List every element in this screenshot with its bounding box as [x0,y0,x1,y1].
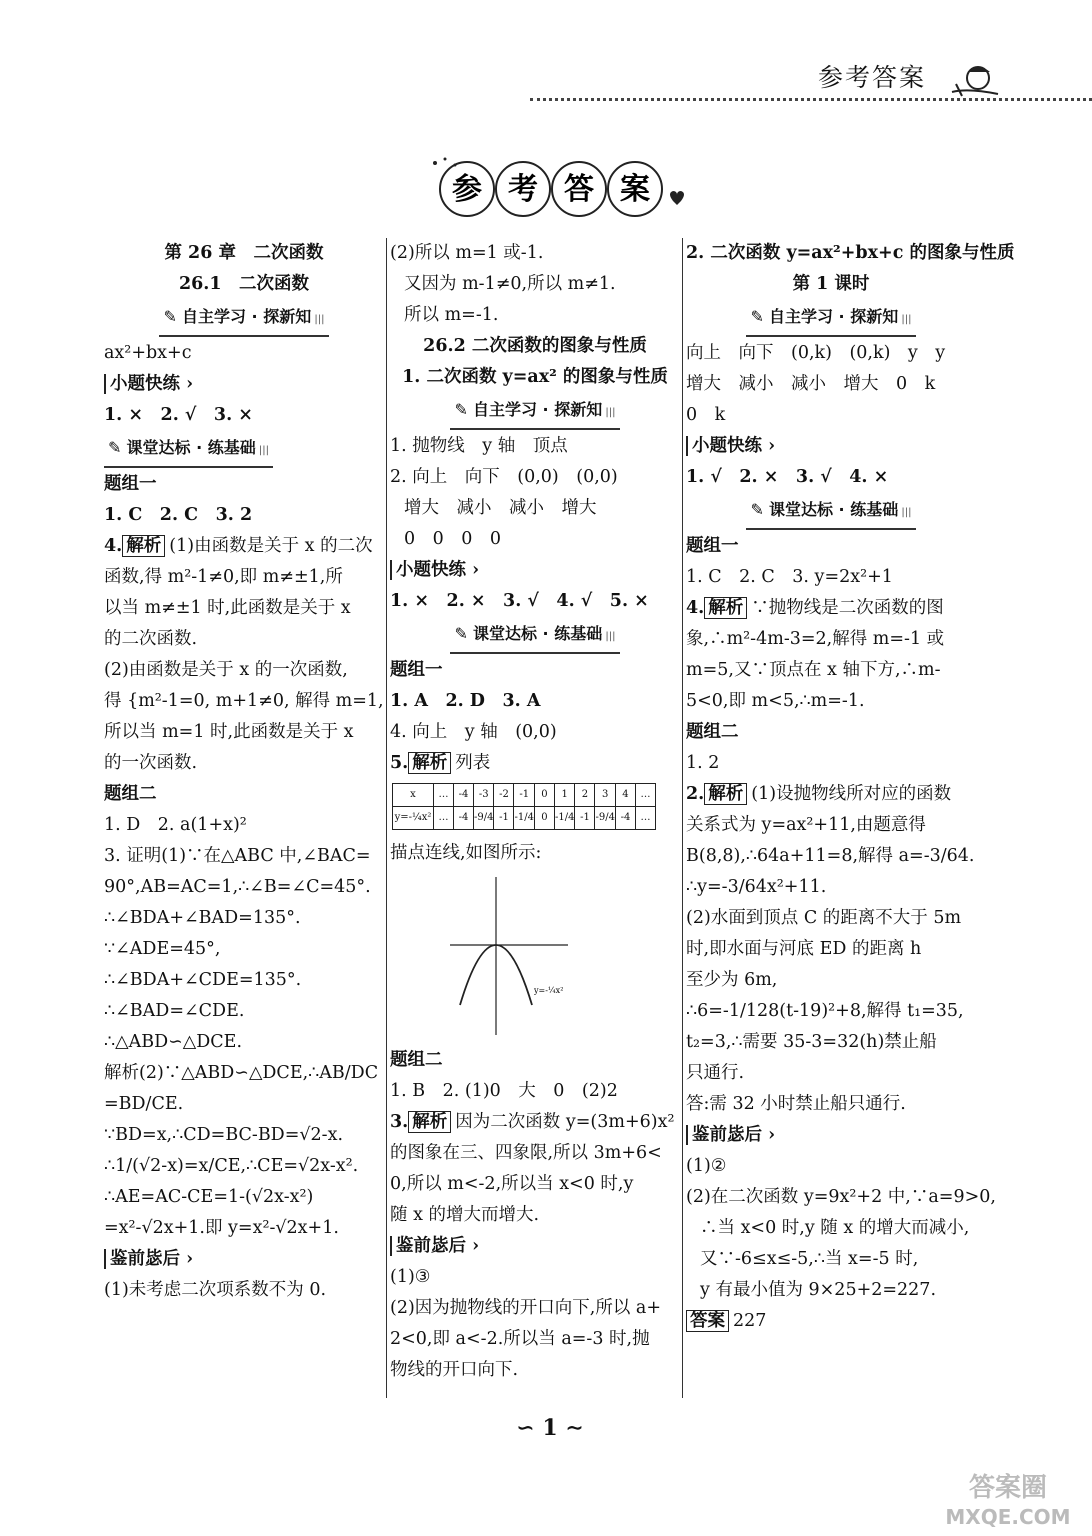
column-1 [104,238,384,1306]
answer-line: 1. × 2. √ 3. × [104,405,253,425]
answer-line: 2<0,即 a<-2.所以当 a=-3 时,抛 [390,1329,650,1349]
answer-line: 向上 向下 (0,k) (0,k) y y [686,343,946,363]
answer-line: ∴y=-3/64x²+11. [686,877,827,897]
header-divider [530,98,1092,101]
answer-line: 又因为 m-1≠0,所以 m≠1. [404,274,616,294]
table-cell: -1/4 [514,807,534,830]
answer-line: ∴AE=AC-CE=1-(√2x-x²) [104,1187,314,1207]
answer-line: 关系式为 y=ax²+11,由题意得 [686,815,926,835]
answer-line: 象,∴m²-4m-3=2,解得 m=-1 或 [686,629,945,649]
subsection-title: 1. 二次函数 y=ax² 的图象与性质 [402,367,668,387]
answer-line: 1. D 2. a(1+x)² [104,815,247,835]
answer-line: ax²+bx+c [104,343,192,363]
watermark-logo [930,1468,1085,1530]
answer-line: 的一次函数. [104,753,198,773]
item-number: 4. [104,536,123,556]
value-table [392,783,656,830]
answer-line: 增大 减小 减小 增大 [404,498,597,518]
answer-line: 物线的开口向下. [390,1360,519,1380]
group-title: 题组二 [686,722,739,742]
answer-line: 增大 减小 减小 增大 0 k [686,374,936,394]
answer-line: (1)③ [390,1267,431,1287]
lesson-title: 第 1 课时 [792,274,870,294]
answer-value: 227 [733,1311,767,1331]
column-divider [682,238,683,1398]
answer-line: 的二次函数. [104,629,198,649]
wave-ornament-icon: ∼ [565,1415,584,1441]
answer-line: ∴△ABD∽△DCE. [104,1032,243,1052]
table-row [393,807,656,830]
table-row [393,784,656,807]
answer-line: m=5,又∵顶点在 x 轴下方,∴m- [686,660,941,680]
answer-line: ∵BD=x,∴CD=BC-BD=√2-x. [104,1125,344,1145]
cartoon-mascot-icon [948,62,1002,100]
watermark-text: 答案圈 [968,1473,1048,1503]
heart-icon [670,191,684,205]
table-cell: 0 [534,807,554,830]
table-cell: -4 [454,784,474,807]
answer-line: 0,所以 m<-2,所以当 x<0 时,y [390,1174,634,1194]
answer-line: t₂=3,∴需要 35-3=32(h)禁止船 [686,1032,937,1052]
table-cell: 3 [595,784,615,807]
table-cell: 2 [575,784,595,807]
answer-line: ∴∠BDA+∠BAD=135°. [104,908,301,928]
answer-line: ∵抛物线是二次函数的图 [751,598,944,618]
answer-line: 所以 m=-1. [404,305,499,325]
analysis-label: 解析 [408,1111,451,1133]
banner-char: 考 [508,172,538,207]
answer-line: (2)因为抛物线的开口向下,所以 a+ [390,1298,662,1318]
table-cell: -4 [454,807,474,830]
answer-line: (1)未考虑二次项系数不为 0. [104,1280,327,1300]
quick-practice-tag: 小题快练 › [104,374,193,394]
analysis-label: 解析 [408,752,451,774]
answer-line: 至少为 6m, [686,970,778,990]
answer-line: 随 x 的增大而增大. [390,1205,540,1225]
table-cell: -1/4 [554,807,574,830]
answer-line: 1. 2 [686,753,720,773]
group-title: 题组一 [104,474,157,494]
section-title: 26.1 二次函数 [178,274,310,294]
section-title: 26.2 二次函数的图象与性质 [423,336,647,356]
answer-line: 因为二次函数 y=(3m+6)x² [455,1112,675,1132]
section-header: ✎ 自主学习 · 探新知 ||| [746,301,915,337]
group-title: 题组一 [686,536,739,556]
wave-ornament-icon: ∽ [516,1415,535,1441]
answer-line: 函数,得 m²-1≠0,即 m≠±1,所 [104,567,343,587]
answer-line: ∴6=-1/128(t-19)²+8,解得 t₁=35, [686,1001,964,1021]
answer-label: 答案 [686,1310,729,1332]
table-cell: … [434,784,454,807]
answer-line: 1. C 2. C 3. 2 [104,505,253,525]
group-title: 题组二 [104,784,157,804]
answer-line: 5<0,即 m<5,∴m=-1. [686,691,865,711]
answer-line: 以当 m≠±1 时,此函数是关于 x [104,598,351,618]
answer-line: 4. 向上 y 轴 (0,0) [390,722,557,742]
table-cell: 1 [554,784,574,807]
header-title: 参考答案 [818,63,927,92]
answer-line: 1. C 2. C 3. y=2x²+1 [686,567,893,587]
answer-line: ∴∠BDA+∠CDE=135°. [104,970,302,990]
group-title: 题组一 [390,660,443,680]
table-cell: … [635,807,655,830]
group-title: 题组二 [390,1050,443,1070]
table-cell: -9/4 [595,807,615,830]
item-number: 5. [390,753,409,773]
column-2 [390,238,680,1386]
page-number-value: 1 [542,1415,558,1441]
banner-char: 答 [564,172,594,207]
quick-practice-tag: 小题快练 › [390,560,479,580]
answer-line: 列表 [455,753,491,773]
answer-line: ∵∠ADE=45°, [104,939,221,959]
answer-line: ∴1/(√2-x)=x/CE,∴CE=√2x-x². [104,1156,359,1176]
section-header: ✎ 课堂达标 · 练基础 ||| [104,432,273,468]
table-cell: -1 [514,784,534,807]
answer-line: =x²-√2x+1.即 y=x²-√2x+1. [104,1218,339,1238]
answer-line: 解析(2)∵△ABD∽△DCE,∴AB/DC [104,1063,379,1083]
answer-line: 答:需 32 小时禁止船只通行. [686,1094,906,1114]
chapter-title: 第 26 章 二次函数 [164,243,324,263]
section-header: ✎ 课堂达标 · 练基础 ||| [746,494,915,530]
table-cell: … [635,784,655,807]
table-cell: 0 [534,784,554,807]
answer-line: 描点连线,如图所示: [390,843,542,863]
table-cell: y=-¼x² [393,807,434,830]
answer-line: 0 k [686,405,726,425]
item-number: 3. [390,1112,409,1132]
table-cell: -1 [575,807,595,830]
answer-line: 得 {m²-1=0, m+1≠0, 解得 m=1, [104,691,384,711]
answer-line: 1. B 2. (1)0 大 0 (2)2 [390,1081,618,1101]
answer-line: (2)由函数是关于 x 的一次函数, [104,660,348,680]
answer-line: 1. 抛物线 y 轴 顶点 [390,436,568,456]
answer-line: (2)水面到顶点 C 的距离不大于 5m [686,908,962,928]
table-cell: -2 [494,784,514,807]
answer-line: 时,即水面与河底 ED 的距离 h [686,939,922,959]
watermark-url: MXQE.COM [945,1505,1071,1529]
banner-char: 案 [620,172,650,207]
banner-char: 参 [452,172,482,207]
parabola-graph [440,875,580,1045]
table-cell: 4 [615,784,635,807]
answer-line: 0 0 0 0 [404,529,502,549]
item-number: 2. [686,784,705,804]
answer-line: B(8,8),∴64a+11=8,解得 a=-3/64. [686,846,975,866]
item-number: 4. [686,598,705,618]
graph-label: y=-¼x² [534,986,564,995]
page-number [470,1415,630,1441]
answer-line: 2. 向上 向下 (0,0) (0,0) [390,467,618,487]
analysis-label: 解析 [704,783,747,805]
analysis-label: 解析 [704,597,747,619]
analysis-label: 解析 [122,535,165,557]
answer-line: 又∵-6≤x≤-5,∴当 x=-5 时, [700,1249,919,1269]
table-cell: … [434,807,454,830]
answer-line: y 有最小值为 9×25+2=227. [700,1280,937,1300]
answer-line: (2)所以 m=1 或-1. [390,243,544,263]
answer-line: 3. 证明(1)∵在△ABC 中,∠BAC= [104,846,371,866]
table-cell: -4 [615,807,635,830]
table-cell: -3 [474,784,494,807]
answer-line: 1. A 2. D 3. A [390,691,541,711]
subsection-title: 2. 二次函数 y=ax²+bx+c 的图象与性质 [686,243,1015,263]
answer-line: (1)由函数是关于 x 的二次 [169,536,373,556]
answer-line: 1. × 2. × 3. √ 4. √ 5. × [390,591,649,611]
review-tag: 鉴前毖后 › [390,1236,479,1256]
answer-line: ∴当 x<0 时,y 随 x 的增大而减小, [700,1218,970,1238]
quick-practice-tag: 小题快练 › [686,436,775,456]
answer-line: 1. √ 2. × 3. √ 4. × [686,467,889,487]
review-tag: 鉴前毖后 › [686,1125,775,1145]
section-header: ✎ 自主学习 · 探新知 ||| [159,301,328,337]
table-cell: x [393,784,434,807]
answer-line: ∴∠BAD=∠CDE. [104,1001,245,1021]
section-header: ✎ 自主学习 · 探新知 ||| [450,394,619,430]
answer-line: 所以当 m=1 时,此函数是关于 x [104,722,354,742]
answer-banner [405,155,695,220]
answer-line: (2)在二次函数 y=9x²+2 中,∵a=9>0, [686,1187,996,1207]
answer-line: 只通行. [686,1063,745,1083]
column-divider [386,238,387,1398]
answer-line: 的图象在三、四象限,所以 3m+6< [390,1143,662,1163]
answer-line: (1)设抛物线所对应的函数 [751,784,952,804]
table-cell: -1 [494,807,514,830]
answer-line: 90°,AB=AC=1,∴∠B=∠C=45°. [104,877,371,897]
section-header: ✎ 课堂达标 · 练基础 ||| [450,618,619,654]
answer-line: =BD/CE. [104,1094,184,1114]
answer-line: (1)② [686,1156,727,1176]
column-3 [686,238,1015,1337]
review-tag: 鉴前毖后 › [104,1249,193,1269]
table-cell: -9/4 [474,807,494,830]
